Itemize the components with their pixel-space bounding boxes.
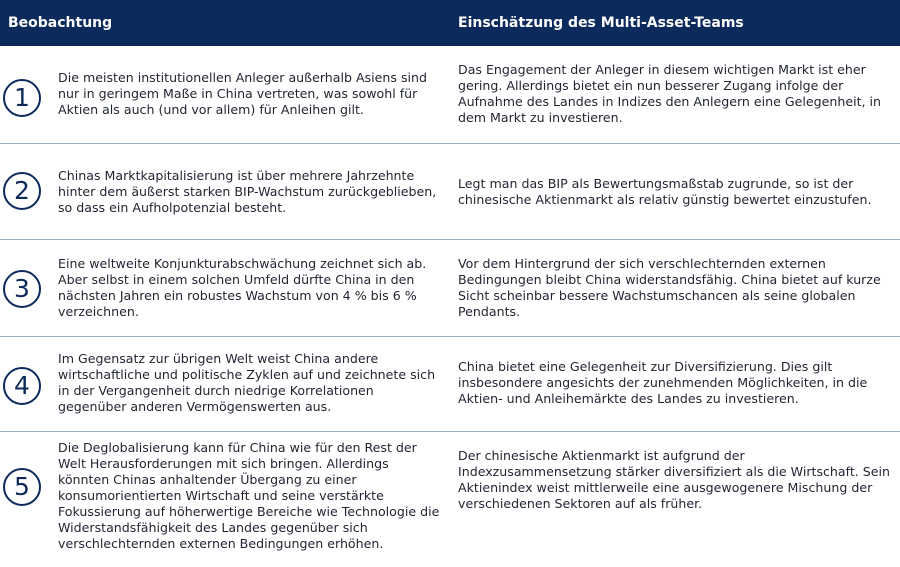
number-badge: 4 xyxy=(3,367,41,405)
table-row xyxy=(0,432,900,567)
number-badge: 3 xyxy=(3,270,41,308)
assessment-text: China bietet eine Gelegenheit zur Diversifizierung. Dies gilt insbesondere angesichts der zunehmenden Möglichkeiten, in die Aktien- und Anleihemärkte des Landes zu investieren. xyxy=(458,359,868,406)
observation-text: Die Deglobalisierung kann für China wie für den Rest der Welt Herausforderungen mit sich bringen. Allerdings könnten Chinas anhaltender Übergang zu einer konsumorientierten Wirtschaft und seine verstärkte Fokussierung auf höherwertige Bereiche wie Technologie die Widerstandsfähigkeit des Landes gegenüber sich verschlechternden externen Bedingungen erhöhen. xyxy=(58,440,440,551)
assessment-text: Legt man das BIP als Bewertungsmaßstab zugrunde, so ist der chinesische Aktienmarkt als relativ günstig bewertet einzustufen. xyxy=(458,176,872,207)
assessment-text: Der chinesische Aktienmarkt ist aufgrund der Indexzusammensetzung stärker diversifiziert als die Wirtschaft. Sein Aktienindex weist mittlerweile eine ausgewogenere Mischung der verschiedenen Sektoren auf als früher. xyxy=(458,448,891,511)
table-row xyxy=(0,144,900,240)
assessment-text: Vor dem Hintergrund der sich verschlechternden externen Bedingungen bleibt China widerstandsfähig. China bietet auf kurze Sicht scheinbar bessere Wachstumschancen als seine globalen Pendants. xyxy=(458,256,881,319)
observation-text: Chinas Marktkapitalisierung ist über mehrere Jahrzehnte hinter dem äußerst starken BIP-Wachstum zurückgeblieben, so dass ein Aufholpotenzial besteht. xyxy=(58,168,437,215)
number-badge: 5 xyxy=(3,468,41,506)
table-row xyxy=(0,240,900,337)
table-row xyxy=(0,46,900,144)
header-assessment: Einschätzung des Multi-Asset-Teams xyxy=(458,15,744,31)
assessment-text: Das Engagement der Anleger in diesem wichtigen Markt ist eher gering. Allerdings bietet ein nun besserer Zugang infolge der Aufnahme des Landes in Indizes den Anlegern eine Gelegenheit, in dem Markt zu investieren. xyxy=(458,62,882,125)
header-observation: Beobachtung xyxy=(8,15,113,31)
table-row xyxy=(0,337,900,432)
number-badge: 2 xyxy=(3,172,41,210)
observation-text: Im Gegensatz zur übrigen Welt weist China andere wirtschaftliche und politische Zyklen auf und zeichnete sich in der Vergangenheit durch niedrige Korrelationen gegenüber anderen Vermögenswerten aus. xyxy=(58,351,436,414)
number-badge: 1 xyxy=(3,79,41,117)
table-header xyxy=(0,0,900,46)
observation-text: Die meisten institutionellen Anleger außerhalb Asiens sind nur in geringem Maße in China vertreten, was sowohl für Aktien als auch (und vor allem) für Anleihen gilt. xyxy=(58,70,428,117)
observation-text: Eine weltweite Konjunkturabschwächung zeichnet sich ab. Aber selbst in einem solchen Umfeld dürfte China in den nächsten Jahren ein robustes Wachstum von 4 % bis 6 % verzeichnen. xyxy=(58,256,427,319)
